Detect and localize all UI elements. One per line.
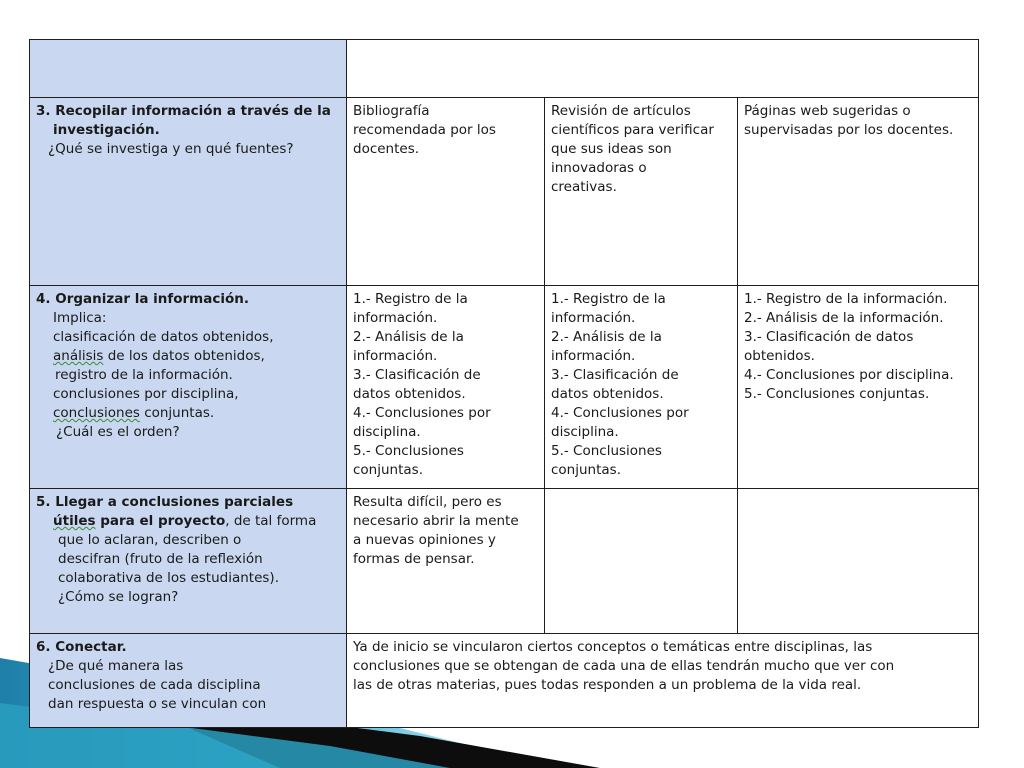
text-line: Resulta difícil, pero es xyxy=(353,494,502,510)
step-4-col3 xyxy=(738,286,979,489)
left-cell-blank xyxy=(30,40,347,98)
text-line: que sus ideas son xyxy=(551,141,672,157)
step-4-cell xyxy=(30,286,347,489)
underlined-word: análisis xyxy=(53,348,104,364)
text-line: creativas. xyxy=(551,179,617,195)
table-row-6 xyxy=(30,634,979,728)
text-line: conjuntas. xyxy=(353,462,423,478)
text-line: Revisión de artículos xyxy=(551,103,691,119)
text-line: Bibliografía xyxy=(353,103,430,119)
step-6-line: conclusiones de cada disciplina xyxy=(48,677,261,693)
table-row-3 xyxy=(30,98,979,286)
step-3-col3 xyxy=(738,98,979,286)
step-6-line: dan respuesta o se vinculan con xyxy=(48,696,267,712)
text-line: conjuntas. xyxy=(551,462,621,478)
text-line: docentes. xyxy=(353,141,420,157)
step-5-question: ¿Cómo se logran? xyxy=(58,589,179,605)
step-5-col1 xyxy=(347,489,545,634)
text-line: 5.- Conclusiones xyxy=(551,443,662,459)
header-cell-blank xyxy=(347,40,979,98)
step-4-item: registro de la información. xyxy=(55,367,233,383)
step-5-cell xyxy=(30,489,347,634)
text-line: 3.- Clasificación de xyxy=(551,367,679,383)
step-5-line: descifran (fruto de la reflexión xyxy=(58,551,263,567)
step-3-col1 xyxy=(347,98,545,286)
step-5-col2 xyxy=(545,489,738,634)
text-line: datos obtenidos. xyxy=(353,386,466,402)
text-line: obtenidos. xyxy=(744,348,815,364)
text-line: disciplina. xyxy=(353,424,421,440)
step-5-line xyxy=(36,512,340,531)
project-table xyxy=(29,39,979,728)
text-line: Ya de inicio se vincularon ciertos conceptos o temáticas entre disciplinas, las xyxy=(353,639,873,655)
text-line: 2.- Análisis de la información. xyxy=(744,310,944,326)
text-line: 4.- Conclusiones por xyxy=(551,405,689,421)
text-line: conclusiones que se obtengan de cada una de ellas tendrán mucho que ver con xyxy=(353,658,895,674)
step-3-question: ¿Qué se investiga y en qué fuentes? xyxy=(48,141,294,157)
step-4-item: clasificación de datos obtenidos, xyxy=(53,329,274,345)
step-5-line: que lo aclaran, describen o xyxy=(58,532,242,548)
table-row-5 xyxy=(30,489,979,634)
text-line: 5.- Conclusiones xyxy=(353,443,464,459)
step-6-cell xyxy=(30,634,347,728)
step-5-heading: 5. Llegar a conclusiones parciales xyxy=(36,494,294,510)
text-line: las de otras materias, pues todas responden a un problema de la vida real. xyxy=(353,677,862,693)
text-line: información. xyxy=(353,348,438,364)
step-4-heading: 4. Organizar la información. xyxy=(36,291,249,307)
step-4-item xyxy=(36,347,340,366)
step-5-col3 xyxy=(738,489,979,634)
text-line: disciplina. xyxy=(551,424,619,440)
text-line: científicos para verificar xyxy=(551,122,714,138)
text-line: recomendada por los xyxy=(353,122,496,138)
text-line: información. xyxy=(551,310,636,326)
text-line: 3.- Clasificación de datos xyxy=(744,329,914,345)
text-line: 1.- Registro de la xyxy=(353,291,468,307)
underlined-word: útiles xyxy=(53,513,96,529)
text-line: 3.- Clasificación de xyxy=(353,367,481,383)
item-text: conjuntas. xyxy=(139,405,215,421)
text-line: 2.- Análisis de la xyxy=(353,329,464,345)
text-line: supervisadas por los docentes. xyxy=(744,122,954,138)
underlined-word: conclusiones xyxy=(53,405,140,421)
step-6-answer xyxy=(347,634,979,728)
text-line: 1.- Registro de la información. xyxy=(744,291,948,307)
step-4-question: ¿Cuál es el orden? xyxy=(56,424,180,440)
text-line: 1.- Registro de la xyxy=(551,291,666,307)
step-6-heading: 6. Conectar. xyxy=(36,639,127,655)
table-row-blank xyxy=(30,40,979,98)
text-line: 4.- Conclusiones por disciplina. xyxy=(744,367,954,383)
text-line: Páginas web sugeridas o xyxy=(744,103,911,119)
step-4-item xyxy=(36,404,340,423)
text-line: 2.- Análisis de la xyxy=(551,329,662,345)
text-line: información. xyxy=(353,310,438,326)
item-text: , de tal forma xyxy=(225,513,317,529)
item-text: de los datos obtenidos, xyxy=(103,348,265,364)
text-line: datos obtenidos. xyxy=(551,386,664,402)
step-3-heading-cont: investigación. xyxy=(53,122,160,138)
text-line: 5.- Conclusiones conjuntas. xyxy=(744,386,930,402)
step-6-line: ¿De qué manera las xyxy=(48,658,184,674)
step-4-item: conclusiones por disciplina, xyxy=(53,386,239,402)
text-line: 4.- Conclusiones por xyxy=(353,405,491,421)
step-3-col2 xyxy=(545,98,738,286)
text-line: información. xyxy=(551,348,636,364)
text-line: innovadoras o xyxy=(551,160,647,176)
step-4-col1 xyxy=(347,286,545,489)
step-3-cell xyxy=(30,98,347,286)
text-line: necesario abrir la mente xyxy=(353,513,519,529)
table-row-4 xyxy=(30,286,979,489)
text-line: formas de pensar. xyxy=(353,551,475,567)
bold-text: para el proyecto xyxy=(95,513,226,529)
step-4-implica: Implica: xyxy=(53,310,107,326)
step-4-col2 xyxy=(545,286,738,489)
step-3-heading: 3. Recopilar información a través de la xyxy=(36,103,331,119)
step-5-line: colaborativa de los estudiantes). xyxy=(58,570,279,586)
text-line: a nuevas opiniones y xyxy=(353,532,496,548)
